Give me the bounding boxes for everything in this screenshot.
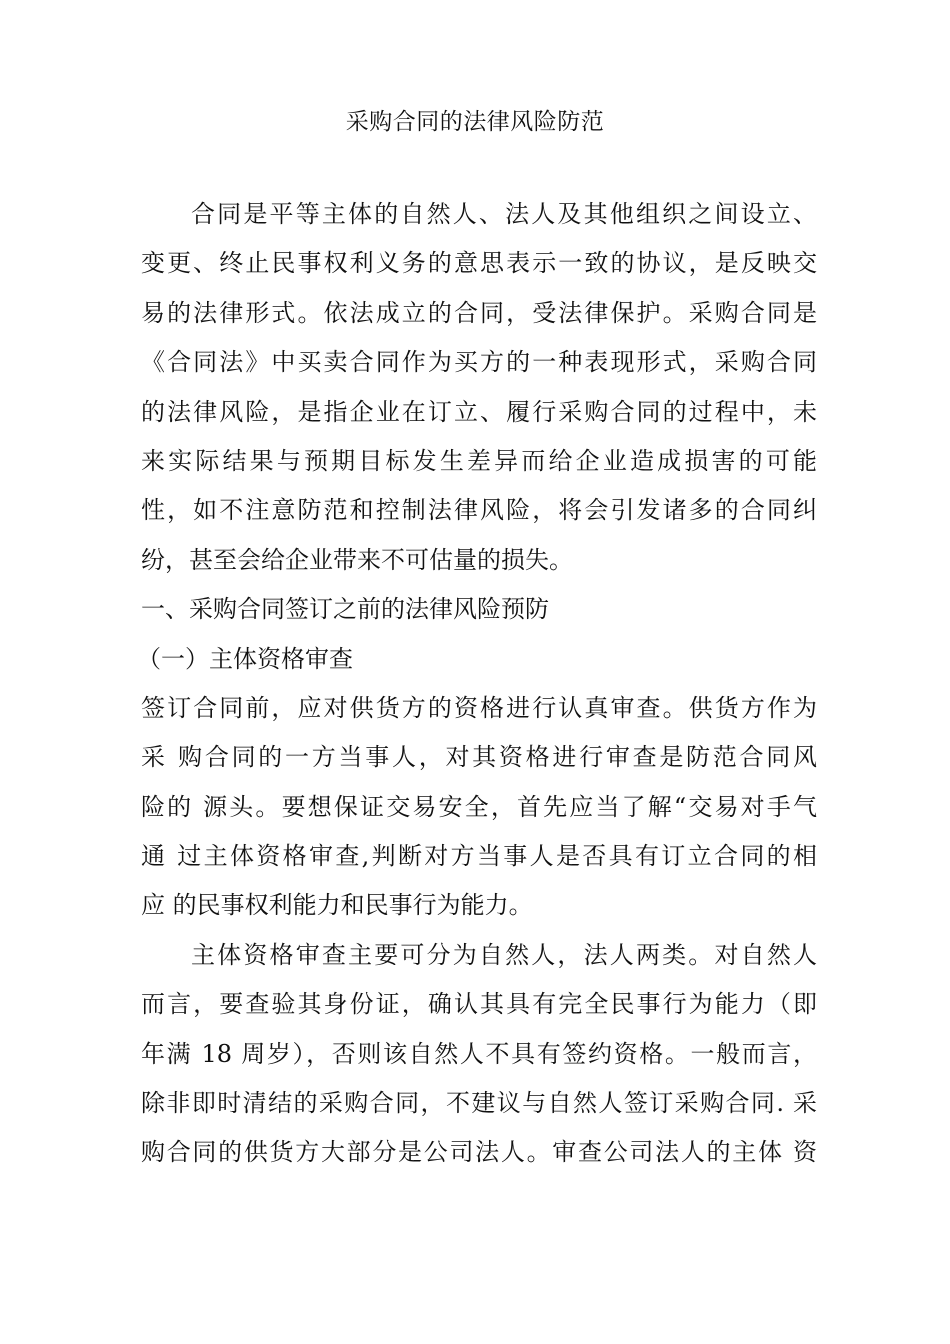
document-body [137, 190, 817, 1178]
paragraph-1-line: 易的法律形式。依法成立的合同，受法律保护。采购合同是 [141, 298, 817, 327]
section-heading: 一、采购合同签订之前的法律风险预防 [141, 595, 549, 624]
paragraph-3-line: 主体资格审查主要可分为自然人，法人两类。对自然人 [191, 940, 817, 969]
paragraph-2-line: 签订合同前，应对供货方的资格进行认真审查。供货方作为 [141, 693, 817, 722]
subsection-heading: （一）主体资格审查 [137, 644, 353, 673]
paragraph-2-line: 应 的民事权利能力和民事行为能力。 [141, 891, 533, 920]
paragraph-3-line: 而言，要查验其身份证，确认其具有完全民事行为能力（即 [141, 990, 817, 1019]
paragraph-2-line: 采 购合同的一方当事人，对其资格进行审查是防范合同风 [141, 743, 817, 772]
paragraph-2-line: 险的 源头。要想保证交易安全，首先应当了解“交易对手气 [141, 792, 817, 821]
paragraph-3-line: 购合同的供货方大部分是公司法人。审查公司法人的主体 资 [141, 1138, 817, 1167]
paragraph-1-line: 纷，甚至会给企业带来不可估量的损失。 [141, 545, 573, 574]
paragraph-3-line: 年满 18 周岁），否则该自然人不具有签约资格。一般而言， [141, 1039, 817, 1068]
paragraph-2-line: 通 过主体资格审查,判断对方当事人是否具有订立合同的相 [141, 842, 817, 871]
paragraph-1-line: 性，如不注意防范和控制法律风险，将会引发诸多的合同纠 [141, 496, 817, 525]
paragraph-3-line: 除非即时清结的采购合同，不建议与自然人签订采购合同. 采 [141, 1089, 817, 1118]
document-title: 采购合同的法律风险防范 [345, 109, 605, 135]
paragraph-1-line: 的法律风险，是指企业在订立、履行采购合同的过程中，未 [141, 397, 817, 426]
paragraph-1-line: 《合同法》中买卖合同作为买方的一种表现形式，采购合同 [141, 348, 817, 377]
paragraph-1-line: 合同是平等主体的自然人、法人及其他组织之间设立、 [191, 200, 817, 228]
paragraph-1-line: 变更、终止民事权利义务的意思表示一致的协议，是反映交 [141, 249, 817, 278]
paragraph-1-line: 来实际结果与预期目标发生差异而给企业造成损害的可能 [141, 446, 817, 475]
